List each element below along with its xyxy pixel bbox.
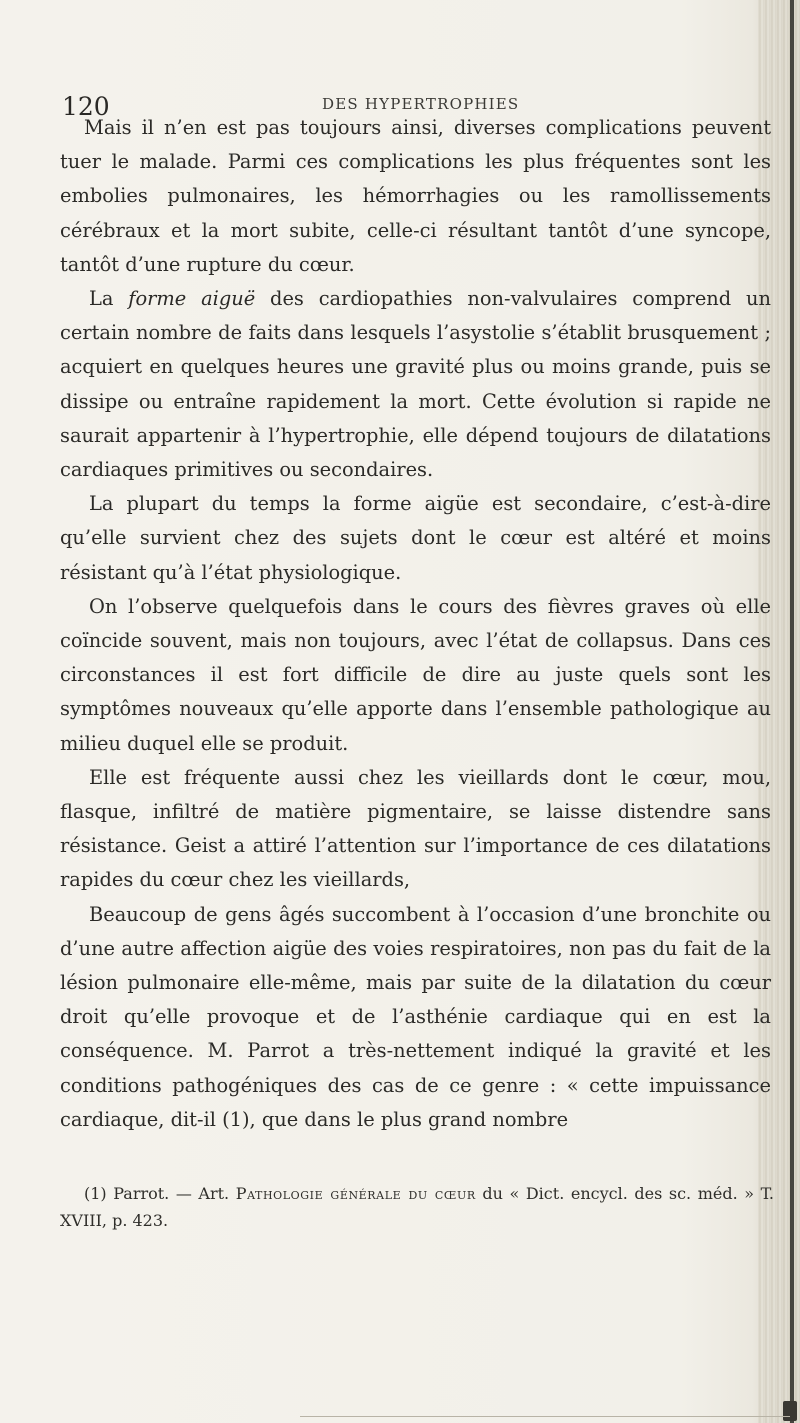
footnote-prefix: (1) Parrot. — Art. [84,1184,236,1203]
paragraph-2-rest: des cardiopathies non-valvulaires comprend un certain nombre de faits dans lesquels l’asystolie s’établit brusquement ; acquiert en quelques heures une gravité plus ou moins grande, puis se dissipe ou entraîne rapidement la mort. Cette évolution si rapide ne saurait appartenir à l’hypertrophie, elle dépend toujours de dilatations cardiaques primitives ou secondaires. [60,287,771,482]
paragraph-4: On l’observe quelquefois dans le cours des fièvres graves où elle coïncide souvent, mais non toujours, avec l’état de collapsus. Dans ces circonstances il est fort difficile de dire au juste quels sont les symptômes nouveaux qu’elle apporte dans l’ensemble pathologique au milieu duquel elle se produit. [60,594,771,755]
running-head: DES HYPERTROPHIES [322,95,520,113]
paragraph-5: Elle est fréquente aussi chez les vieillards dont le cœur, mou, flasque, infiltré de matière pigmentaire, se laisse distendre sans résistance. Geist a attiré l’attention sur l’importance de ces dilatations rapides du cœur chez les vieillards, [60,765,771,892]
paragraph-6: Beaucoup de gens âgés succombent à l’occasion d’une bronchite ou d’une autre affection aigüe des voies respiratoires, non pas du fait de la lésion pulmonaire elle-même, mais par suite de la dilatation du cœur droit qu’elle provoque et de l’asthénie cardiaque qui en est la conséquence. M. Parrot a très-nettement indiqué la gravité et les conditions pathogéniques des cas de ce genre : « cette impuissance cardiaque, dit-il (1), que dans le plus grand nombre [60,902,771,1131]
footnote-title: Pathologie générale du cœur [235,1184,476,1203]
paragraph-2-start: La [89,287,129,311]
page-number: 120 [62,92,110,121]
binding-edge-line [790,0,794,1423]
paragraph-1: Mais il n’en est pas toujours ainsi, diverses complications peuvent tuer le malade. Parmi ces complications les plus fréquentes sont les embolies pulmonaires, les hémorrhagies ou les ramollissements cérébraux et la mort subite, celle-ci résultant tantôt d’une syncope, tantôt d’une rupture du cœur. [60,116,771,276]
paragraph-2 [60,282,771,487]
footnote [60,1180,774,1234]
bottom-rule [300,1416,790,1417]
footnote-suffix: du « Dict. encycl. des sc. méd. » T. XVIII, p. 423. [60,1184,775,1230]
paragraph-2-emphasis: forme aiguë [128,287,256,311]
paragraph-3: La plupart du temps la forme aigüe est secondaire, c’est-à-dire qu’elle survient chez des sujets dont le cœur est altéré et moins résistant qu’à l’état physiologique. [60,492,771,584]
corner-mark [783,1401,797,1421]
body-text [60,111,771,1137]
